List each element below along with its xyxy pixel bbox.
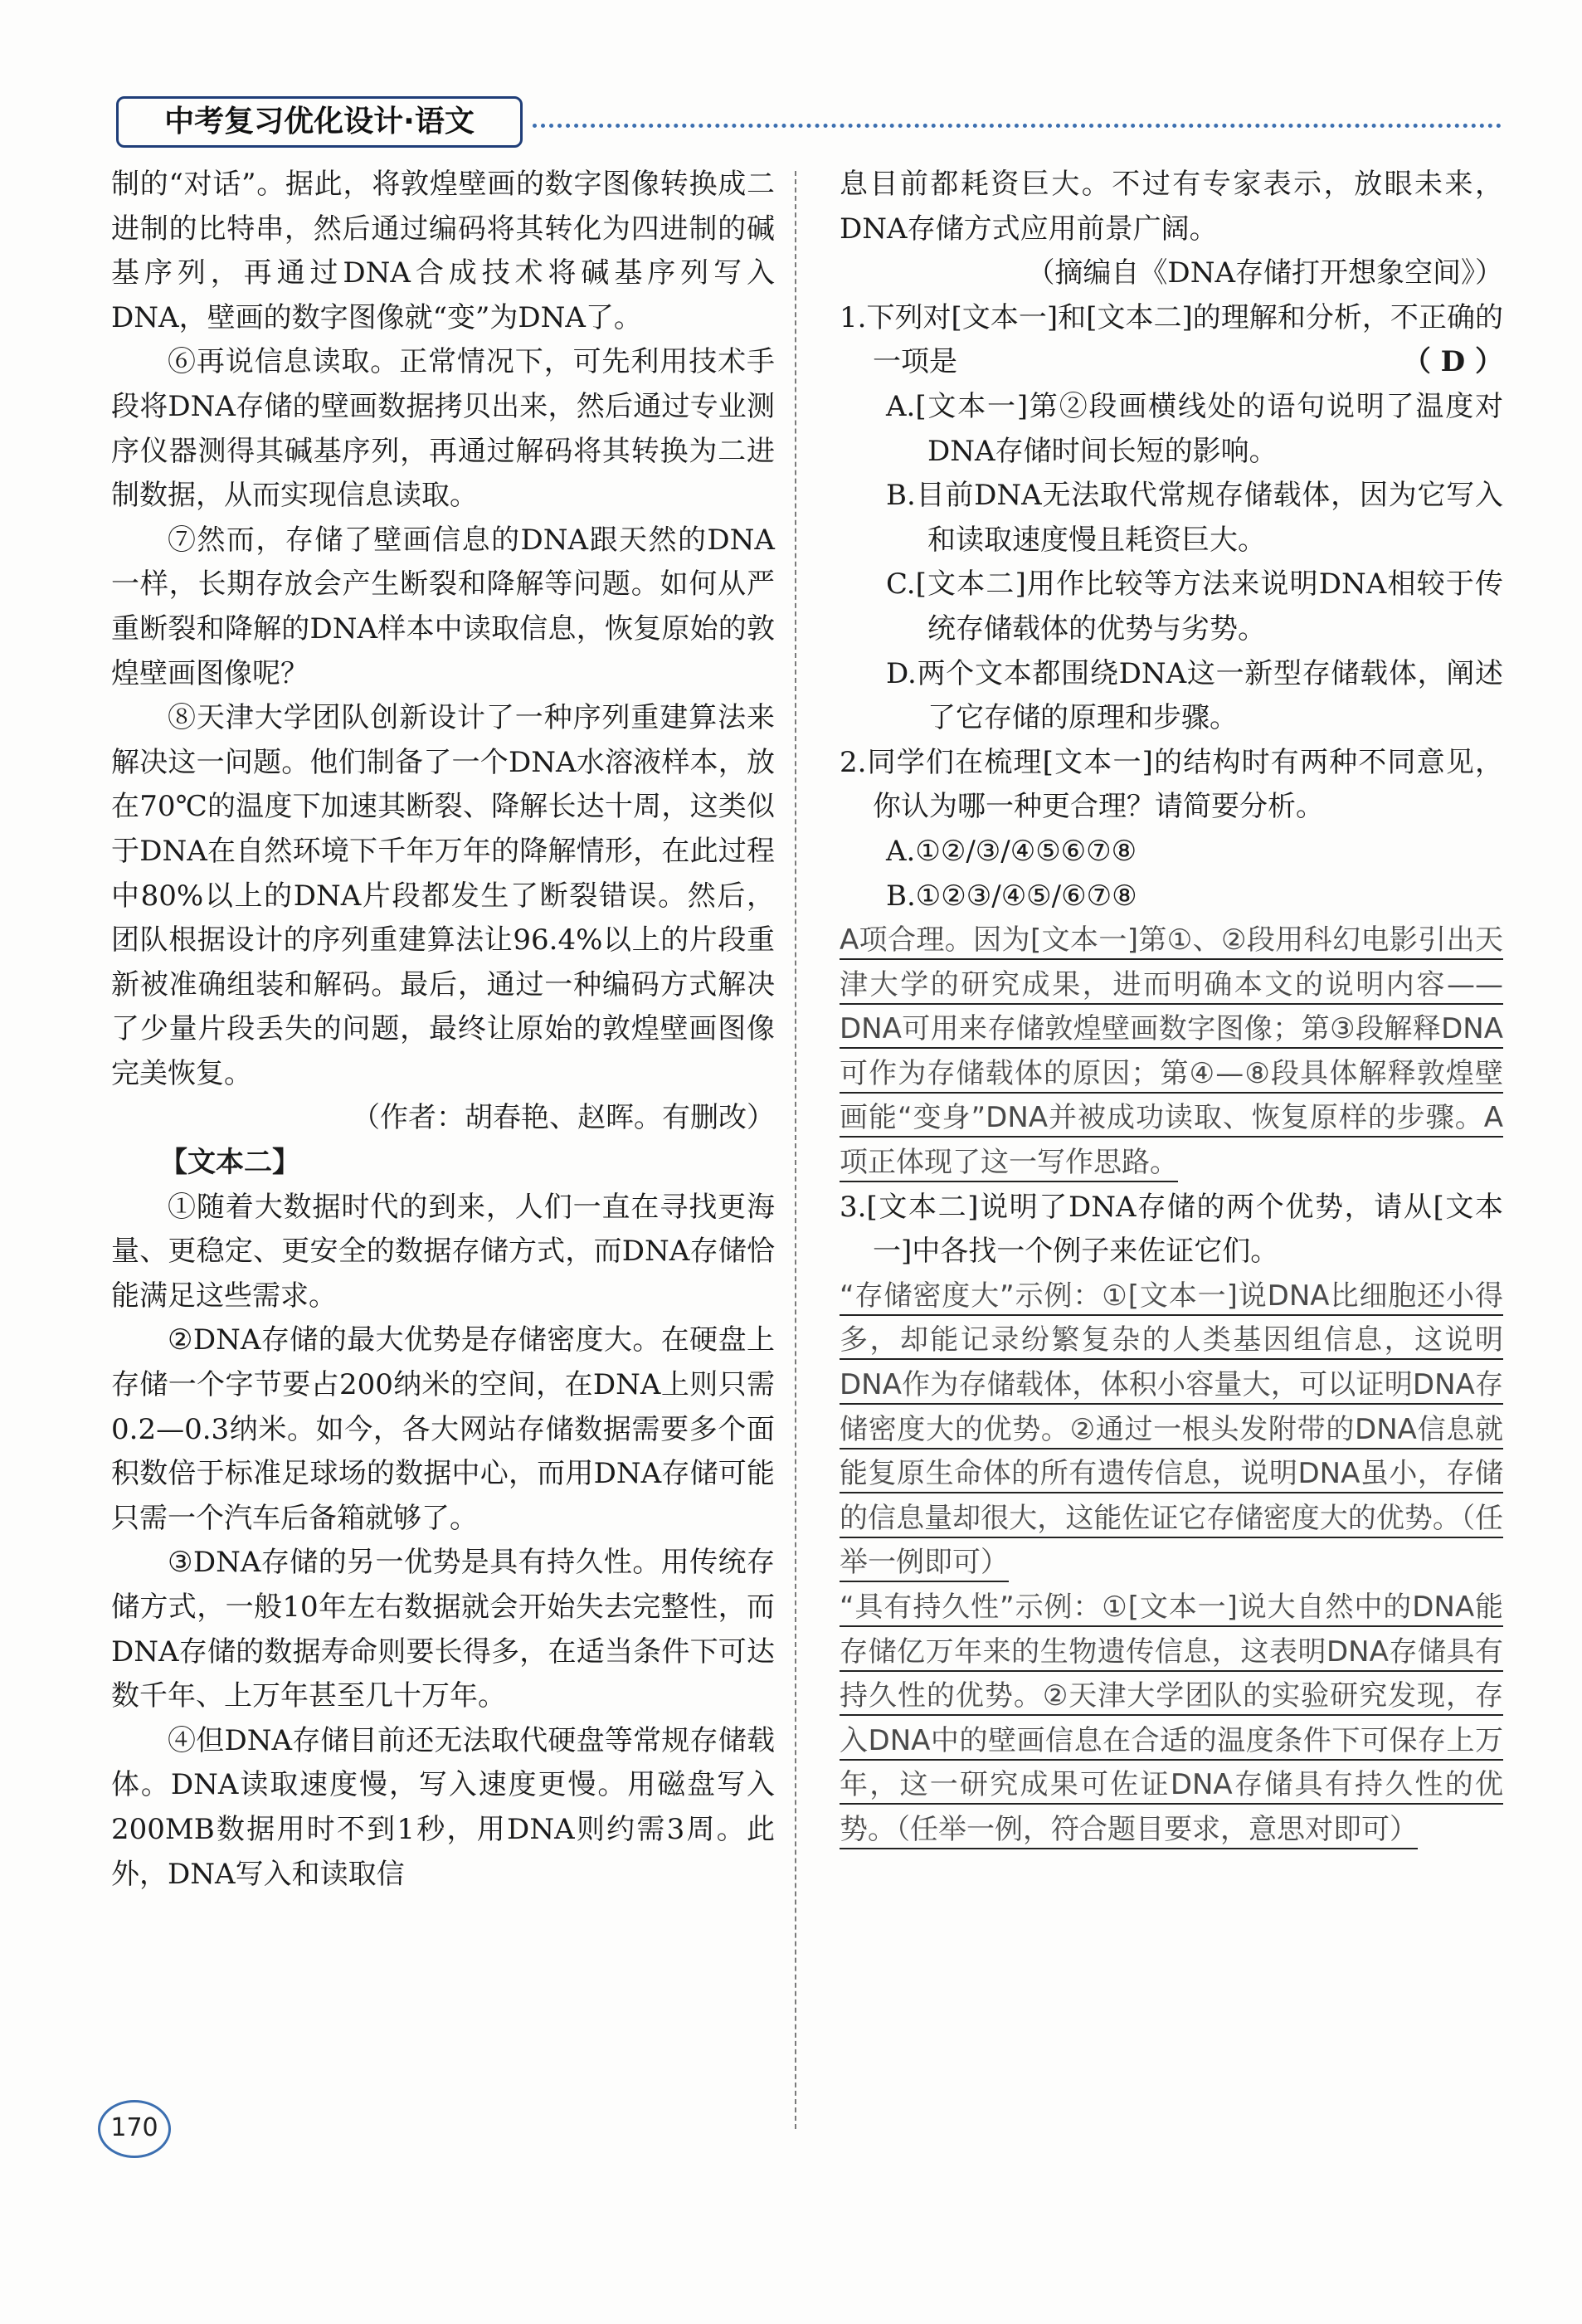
text1-source: （作者：胡春艳、赵晖。有删改） <box>352 1101 775 1135</box>
question-1-text: 1.下列对[文本一]和[文本二]的理解和分析，不正确的一项是 <box>840 300 1503 379</box>
question-3-answer-2-text: “具有持久性”示例：①[文本一]说大自然中的DNA能存储亿万年来的生物遗传信息，这表明DNA存储具有持久性的优势。②天津大学团队的实验研究发现，存入DNA中的壁画信息在合适的温度条件下可保存上万年，这一研究成果可佐证DNA存储具有持久性的优势。（任举一例，符合题目要求，意思对即可） <box>840 1591 1503 1849</box>
question-1-option-d: D.两个文本都围绕DNA这一新型存储载体，阐述了它存储的原理和步骤。 <box>886 656 1503 735</box>
text2-paragraph-4-continued: 息目前都耗资巨大。不过有专家表示，放眼未来，DNA存储方式应用前景广阔。 <box>840 168 1503 246</box>
page-number: 170 <box>98 2100 171 2158</box>
column-divider <box>795 171 796 2129</box>
page-header-title: 中考复习优化设计·语文 <box>116 96 523 148</box>
text2-heading: 【文本二】 <box>159 1146 300 1180</box>
question-3-answer-2 <box>840 1586 1503 1853</box>
question-1-answer: （ D ） <box>1402 345 1503 379</box>
question-1 <box>840 296 1503 385</box>
question-2-option-b: B.①②③/④⑤/⑥⑦⑧ <box>886 879 1137 913</box>
question-2-answer-text: A项合理。因为[文本一]第①、②段用科幻电影引出天津大学的研究成果，进而明确本文的说明内容——DNA可用来存储敦煌壁画数字图像；第③段解释DNA可作为存储载体的原因；第④—⑧段具体解释敦煌壁画能“变身”DNA并被成功读取、恢复原样的步骤。A项正体现了这一写作思路。 <box>840 923 1503 1182</box>
paragraph-7: ⑦然而，存储了壁画信息的DNA跟天然的DNA一样，长期存放会产生断裂和降解等问题。如何从严重断裂和降解的DNA样本中读取信息，恢复原始的敦煌壁画图像呢？ <box>111 523 775 690</box>
text2-source: （摘编自《DNA存储打开想象空间》） <box>1026 256 1503 290</box>
question-1-option-a: A.[文本一]第②段画横线处的语句说明了温度对DNA存储时间长短的影响。 <box>886 389 1503 468</box>
question-2: 2.同学们在梳理[文本一]的结构时有两种不同意见，你认为哪一种更合理？请简要分析。 <box>840 745 1503 824</box>
text2-paragraph-3: ③DNA存储的另一优势是具有持久性。用传统存储方式，一般10年左右数据就会开始失去完整性，而DNA存储的数据寿命则要长得多，在适当条件下可达数千年、上万年甚至几十万年。 <box>111 1546 775 1713</box>
question-3-answer-1-text: “存储密度大”示例：①[文本一]说DNA比细胞还小得多，却能记录纷繁复杂的人类基因组信息，这说明DNA作为存储载体，体积小容量大，可以证明DNA存储密度大的优势。②通过一根头发附带的DNA信息就能复原生命体的所有遗传信息，说明DNA虽小，存储的信息量却很大，这能佐证它存储密度大的优势。（任举一例即可） <box>840 1279 1503 1583</box>
header-dotted-rule <box>533 124 1502 128</box>
text2-paragraph-2: ②DNA存储的最大优势是存储密度大。在硬盘上存储一个字节要占200纳米的空间，在DNA上则只需0.2—0.3纳米。如今，各大网站存储数据需要多个面积数倍于标准足球场的数据中心，而用DNA存储可能只需一个汽车后备箱就够了。 <box>111 1323 775 1535</box>
question-2-option-a: A.①②/③/④⑤⑥⑦⑧ <box>886 834 1137 868</box>
text2-paragraph-1: ①随着大数据时代的到来，人们一直在寻找更海量、更稳定、更安全的数据存储方式，而DNA存储恰能满足这些需求。 <box>111 1190 775 1313</box>
right-column <box>840 163 1503 1853</box>
text2-paragraph-4: ④但DNA存储目前还无法取代硬盘等常规存储载体。DNA读取速度慢，写入速度更慢。用磁盘写入200MB数据用时不到1秒，用DNA则约需3周。此外，DNA写入和读取信 <box>111 1723 775 1891</box>
paragraph-5-continued: 制的“对话”。据此，将敦煌壁画的数字图像转换成二进制的比特串，然后通过编码将其转化为四进制的碱基序列，再通过DNA合成技术将碱基序列写入DNA，壁画的数字图像就“变”为DNA了。 <box>111 168 775 334</box>
paragraph-6: ⑥再说信息读取。正常情况下，可先利用技术手段将DNA存储的壁画数据拷贝出来，然后通过专业测序仪器测得其碱基序列，再通过解码将其转换为二进制数据，从而实现信息读取。 <box>111 345 775 513</box>
question-2-answer <box>840 918 1503 1186</box>
question-1-option-c: C.[文本二]用作比较等方法来说明DNA相较于传统存储载体的优势与劣势。 <box>886 568 1503 646</box>
question-3: 3.[文本二]说明了DNA存储的两个优势，请从[文本一]中各找一个例子来佐证它们。 <box>840 1190 1503 1269</box>
left-column <box>111 163 775 1897</box>
question-3-answer-1 <box>840 1274 1503 1586</box>
paragraph-8: ⑧天津大学团队创新设计了一种序列重建算法来解决这一问题。他们制备了一个DNA水溶液样本，放在70℃的温度下加速其断裂、降解长达十周，这类似于DNA在自然环境下千年万年的降解情形，在此过程中80%以上的DNA片段都发生了断裂错误。然后，团队根据设计的序列重建算法让96.4%以上的片段重新被准确组装和解码。最后，通过一种编码方式解决了少量片段丢失的问题，最终让原始的敦煌壁画图像完美恢复。 <box>111 701 775 1090</box>
question-1-option-b: B.目前DNA无法取代常规存储载体，因为它写入和读取速度慢且耗资巨大。 <box>886 479 1503 557</box>
